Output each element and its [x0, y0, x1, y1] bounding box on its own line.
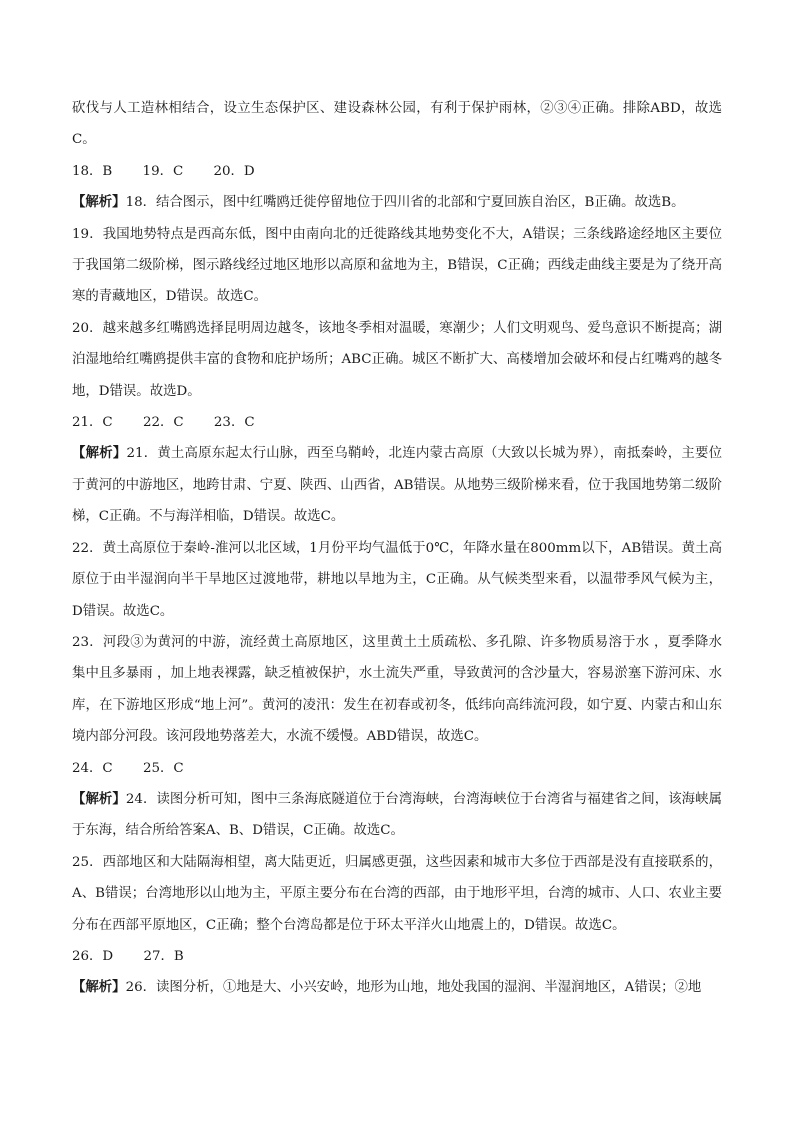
paragraph-0 — [72, 93, 722, 156]
paragraph-text: 22．黄土高原位于秦岭-淮河以北区域，1月份平均气温低于0℃，年降水量在800mm以下，AB错误。黄土高原位于由半湿润向半干旱地区过渡地带，耕地以旱地为主，C正确。从气候类型来看，以温带季风气候为主，D错误。故选C。 — [72, 540, 722, 619]
paragraph-text: 24．读图分析可知，图中三条海底隧道位于台湾海峡，台湾海峡位于台湾省与福建省之间，该海峡属于东海，结合所给答案A、B、D错误，C正确。故选C。 — [72, 791, 722, 839]
answer-item: 19．C — [142, 163, 184, 179]
answer-item: 25．C — [142, 760, 184, 776]
analysis-21 — [72, 438, 722, 532]
explanation-25 — [72, 847, 722, 941]
answer-item: 22．C — [142, 415, 184, 431]
explanation-22 — [72, 533, 722, 627]
paragraph-text: 砍伐与人工造林相结合，设立生态保护区、建设森林公园，有利于保护雨林，②③④正确。排除ABD，故选C。 — [72, 101, 722, 148]
paragraph-text: 19．我国地势特点是西高东低，图中由南向北的迁徙路线其地势变化不大，A错误；三条线路途经地区主要位于我国第二级阶梯，图示路线经过地区地形以高原和盆地为主，B错误，C正确；西线走曲线主要是为了绕开高寒的青藏地区，D错误。故选C。 — [72, 226, 722, 305]
paragraph-text: 26．读图分析，①地是大、小兴安岭，地形为山地，地处我国的湿润、半湿润地区，A错误；②地 — [125, 980, 702, 996]
analysis-tag: 【解析】 — [72, 445, 127, 462]
paragraph-text: 25．西部地区和大陆隔海相望，离大陆更近，归属感更强，这些因素和城市大多位于西部是没有直接联系的，A、B错误；台湾地形以山地为主，平原主要分布在台湾的西部，由于地形平坦，台湾的城市、人口、农业主要分布在西部平原地区，C正确；整个台湾岛都是位于环太平洋火山地震上的，D错误。故选C。 — [72, 854, 722, 933]
answer-item: 24．C — [72, 760, 113, 776]
answer-key-18-20 — [72, 156, 722, 187]
answer-item: 27．B — [143, 948, 184, 964]
answer-item: 21．C — [72, 415, 113, 431]
answer-key-26-27 — [72, 941, 722, 972]
analysis-tag: 【解析】 — [72, 194, 126, 211]
answer-item: 20．D — [213, 163, 255, 179]
paragraph-text: 20．越来越多红嘴鸥选择昆明周边越冬，该地冬季相对温暖，寒潮少；人们文明观鸟、爱鸟意识不断提高；湖泊湿地给红嘴鸥提供丰富的食物和庇护场所；ABC正确。城区不断扩大、高楼增加会破坏和侵占红嘴鸡的越冬地，D错误。故选D。 — [72, 320, 722, 399]
answer-item: 26．D — [72, 948, 114, 964]
explanation-19 — [72, 219, 722, 313]
analysis-24 — [72, 784, 722, 847]
answer-key-21-23 — [72, 407, 722, 438]
analysis-18 — [72, 187, 722, 218]
answer-key-24-25 — [72, 753, 722, 784]
analysis-tag: 【解析】 — [72, 979, 126, 996]
paragraph-text: 23．河段③为黄河的中游，流经黄土高原地区，这里黄土土质疏松、多孔隙、许多物质易溶于水 ，夏季降水集中且多暴雨 ，加上地表裸露，缺乏植被保护，水土流失严重，导致黄河的含沙量大，容易淤塞下游河床、水库，在下游地区形成“地上河”。黄河的凌汛：发生在初春或初冬，低纬向高纬流河段，如宁夏、内蒙古和山东境内部分河段。该河段地势落差大，水流不缓慢。ABD错误，故选C。 — [72, 634, 722, 745]
answer-item: 18．B — [72, 163, 113, 179]
analysis-26 — [72, 972, 722, 1003]
document-body — [72, 93, 722, 1004]
paragraph-text: 18．结合图示，图中红嘴鸥迁徙停留地位于四川省的北部和宁夏回族自治区，B正确。故选B。 — [125, 195, 685, 211]
explanation-20 — [72, 313, 722, 407]
explanation-23 — [72, 627, 722, 753]
answer-item: 23．C — [213, 415, 255, 431]
analysis-tag: 【解析】 — [72, 790, 126, 807]
paragraph-text: 21．黄土高原东起太行山脉，西至乌鞘岭，北连内蒙古高原（大致以长城为界），南抵秦岭，主要位于黄河的中游地区，地跨甘肃、宁夏、陕西、山西省，AB错误。从地势三级阶梯来看，位于我国地势第二级阶梯，C正确。不与海洋相临，D错误。故选C。 — [72, 446, 723, 525]
